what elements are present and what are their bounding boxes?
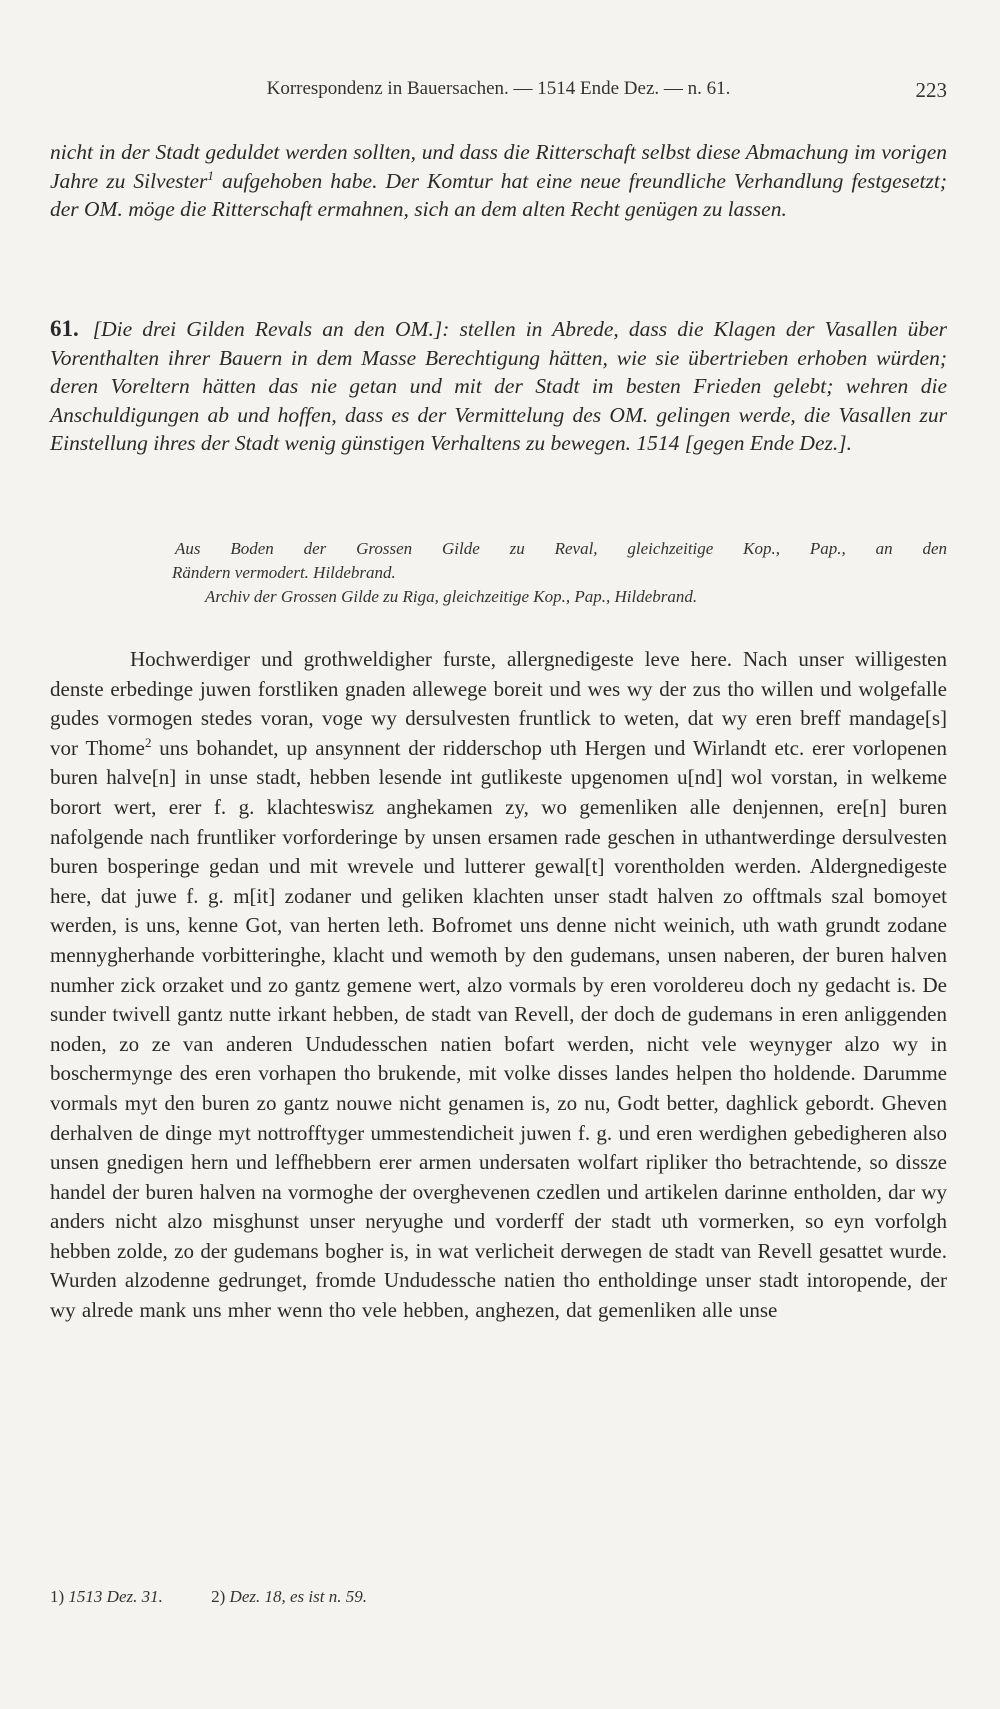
footnote-1 bbox=[50, 1587, 163, 1607]
document-heading bbox=[50, 315, 947, 458]
footnote-2-text: Dez. 18, es ist n. 59. bbox=[229, 1587, 367, 1606]
running-head bbox=[50, 78, 947, 108]
running-head-title: Korrespondenz in Bauersachen. — 1514 Ende Dez. — n. 61. bbox=[266, 78, 731, 99]
footnotes bbox=[50, 1587, 947, 1607]
footnote-ref-2: 2 bbox=[144, 734, 152, 750]
footnote-2 bbox=[211, 1587, 367, 1607]
letter-text-2: uns bohandet, up ansynnent der ridderschop uth Hergen und Wirlandt etc. erer vorlopenen buren halve[n] in unse stadt, hebben lesende int gutlikeste upgenomen u[nd] wol vorstan, in welkeme borort wert, erer f. g. klachteswisz anghekamen zy, wo gemenliken alle denjennen, ere[n] buren nafolgende nach fruntliker vorforderinge by unsen ersamen rade geschen in uthantwerdinge dersulvesten buren bosperinge gedan und mit wrevele und lutterer gewal[t] vorentholden werden. Aldergnedigeste here, dat juwe f. g. m[it] zodaner und geliken klachten unser stadt halven zo offtmals szal bomoyet werden, is uns, kenne Got, van herten leth. Bofromet uns denne nicht weinich, uth wath grundt zodane mennygherhande vorbitteringhe, klacht und wemoth by den gudemans, unsen naberen, der buren halven numher zick orzaket und zo gantz gemene wert, alzo vormals by eren voroldereu doch ny gedacht is. De sunder twivell gantz nutte irkant hebben, de stadt van Revell, der doch de gudemans in eren anliggenden noden, zo ze van anderen Undudesschen natien bofart werden, nicht vele weynyger alzo wy in boschermynge des eren vorhapen tho brukende, mit volke disses landes helpen tho holdende. Darumme vormals myt den buren zo gantz nouwe nicht genamen is, zo nu, Godt better, daghlick gebordt. Gheven derhalven de dinge myt nottrofftyger ummestendicheit juwen f. g. und eren werdighen gebedigheren also unsen gnedigen hern und leffhebbern erer armen undersaten wolfart ripliker tho betrachtende, so dissze handel der buren halven na vormoghe der overghevenen czedlen und artikelen darinne entholden, dar wy anders nicht alzo misghunst unser neryughe und vorderff der stadt uth vormerken, so eyn vorfolgh hebben zolde, zo der gudemans bogher is, in wat verlicheit derwegen de stadt van Revell gesattet wurde. Wurden alzodenne gedrunget, fromde Undudessche natien tho entholdinge unser stadt intoropende, der wy alrede mank uns mher wenn tho vele hebben, anghezen, dat gemenliken alle unse bbox=[50, 735, 947, 1323]
footnote-2-mark: 2) bbox=[211, 1587, 226, 1606]
document-number: 61. bbox=[50, 316, 79, 341]
footnote-1-text: 1513 Dez. 31. bbox=[68, 1587, 163, 1606]
source-note-1 bbox=[50, 537, 947, 585]
source-note-1-line-2: Rändern vermodert. Hildebrand. bbox=[172, 563, 396, 582]
intro-text-1: nicht in der Stadt geduldet werden sollten, und dass die Ritterschaft selbst diese Abmachung im vorigen Jahre zu Silvester bbox=[50, 140, 947, 193]
footnote-ref-1: 1 bbox=[207, 167, 214, 183]
page-number: 223 bbox=[915, 78, 947, 102]
source-note-1-line-1: Aus Boden der Grossen Gilde zu Reval, gleichzeitige Kop., Pap., an den bbox=[175, 539, 947, 558]
footnote-1-mark: 1) bbox=[50, 1587, 65, 1606]
letter-text-1: Hochwerdiger und grothweldigher furste, allergnedigeste leve here. Nach unser willigesten denste erbedinge juwen forstliken gnaden allewege boreit und wes wy der zus tho willen und wolgefalle gudes vormogen stedes voran, voge wy dersulvesten fruntlick to weten, dat wy eren breff mandage[s] vor Thome bbox=[50, 647, 947, 760]
document-regest: [Die drei Gilden Revals an den OM.]: stellen in Abrede, dass die Klagen der Vasallen über Vorenthalten ihrer Bauern in dem Masse Berechtigung hätten, wie sie übertrieben erhoben würden; deren Voreltern hätten das nie getan und mit der Stadt im besten Frieden gelebt; wehren die Anschuldigungen ab und hoffen, dass es der Vermittelung des OM. gelingen werde, die Vasallen zur Einstellung ihres der Stadt wenig günstigen Verhaltens zu bewegen. 1514 [gegen Ende Dez.]. bbox=[50, 317, 947, 455]
source-notes bbox=[50, 537, 947, 609]
intro-paragraph bbox=[50, 138, 947, 224]
source-note-2: Archiv der Grossen Gilde zu Riga, gleichzeitige Kop., Pap., Hildebrand. bbox=[205, 587, 698, 606]
letter-text bbox=[50, 645, 947, 1326]
intro-text-2: aufgehoben habe. Der Komtur hat eine neue freundliche Verhandlung festgesetzt; der OM. möge die Ritterschaft ermahnen, sich an dem alten Recht genügen zu lassen. bbox=[50, 168, 947, 221]
